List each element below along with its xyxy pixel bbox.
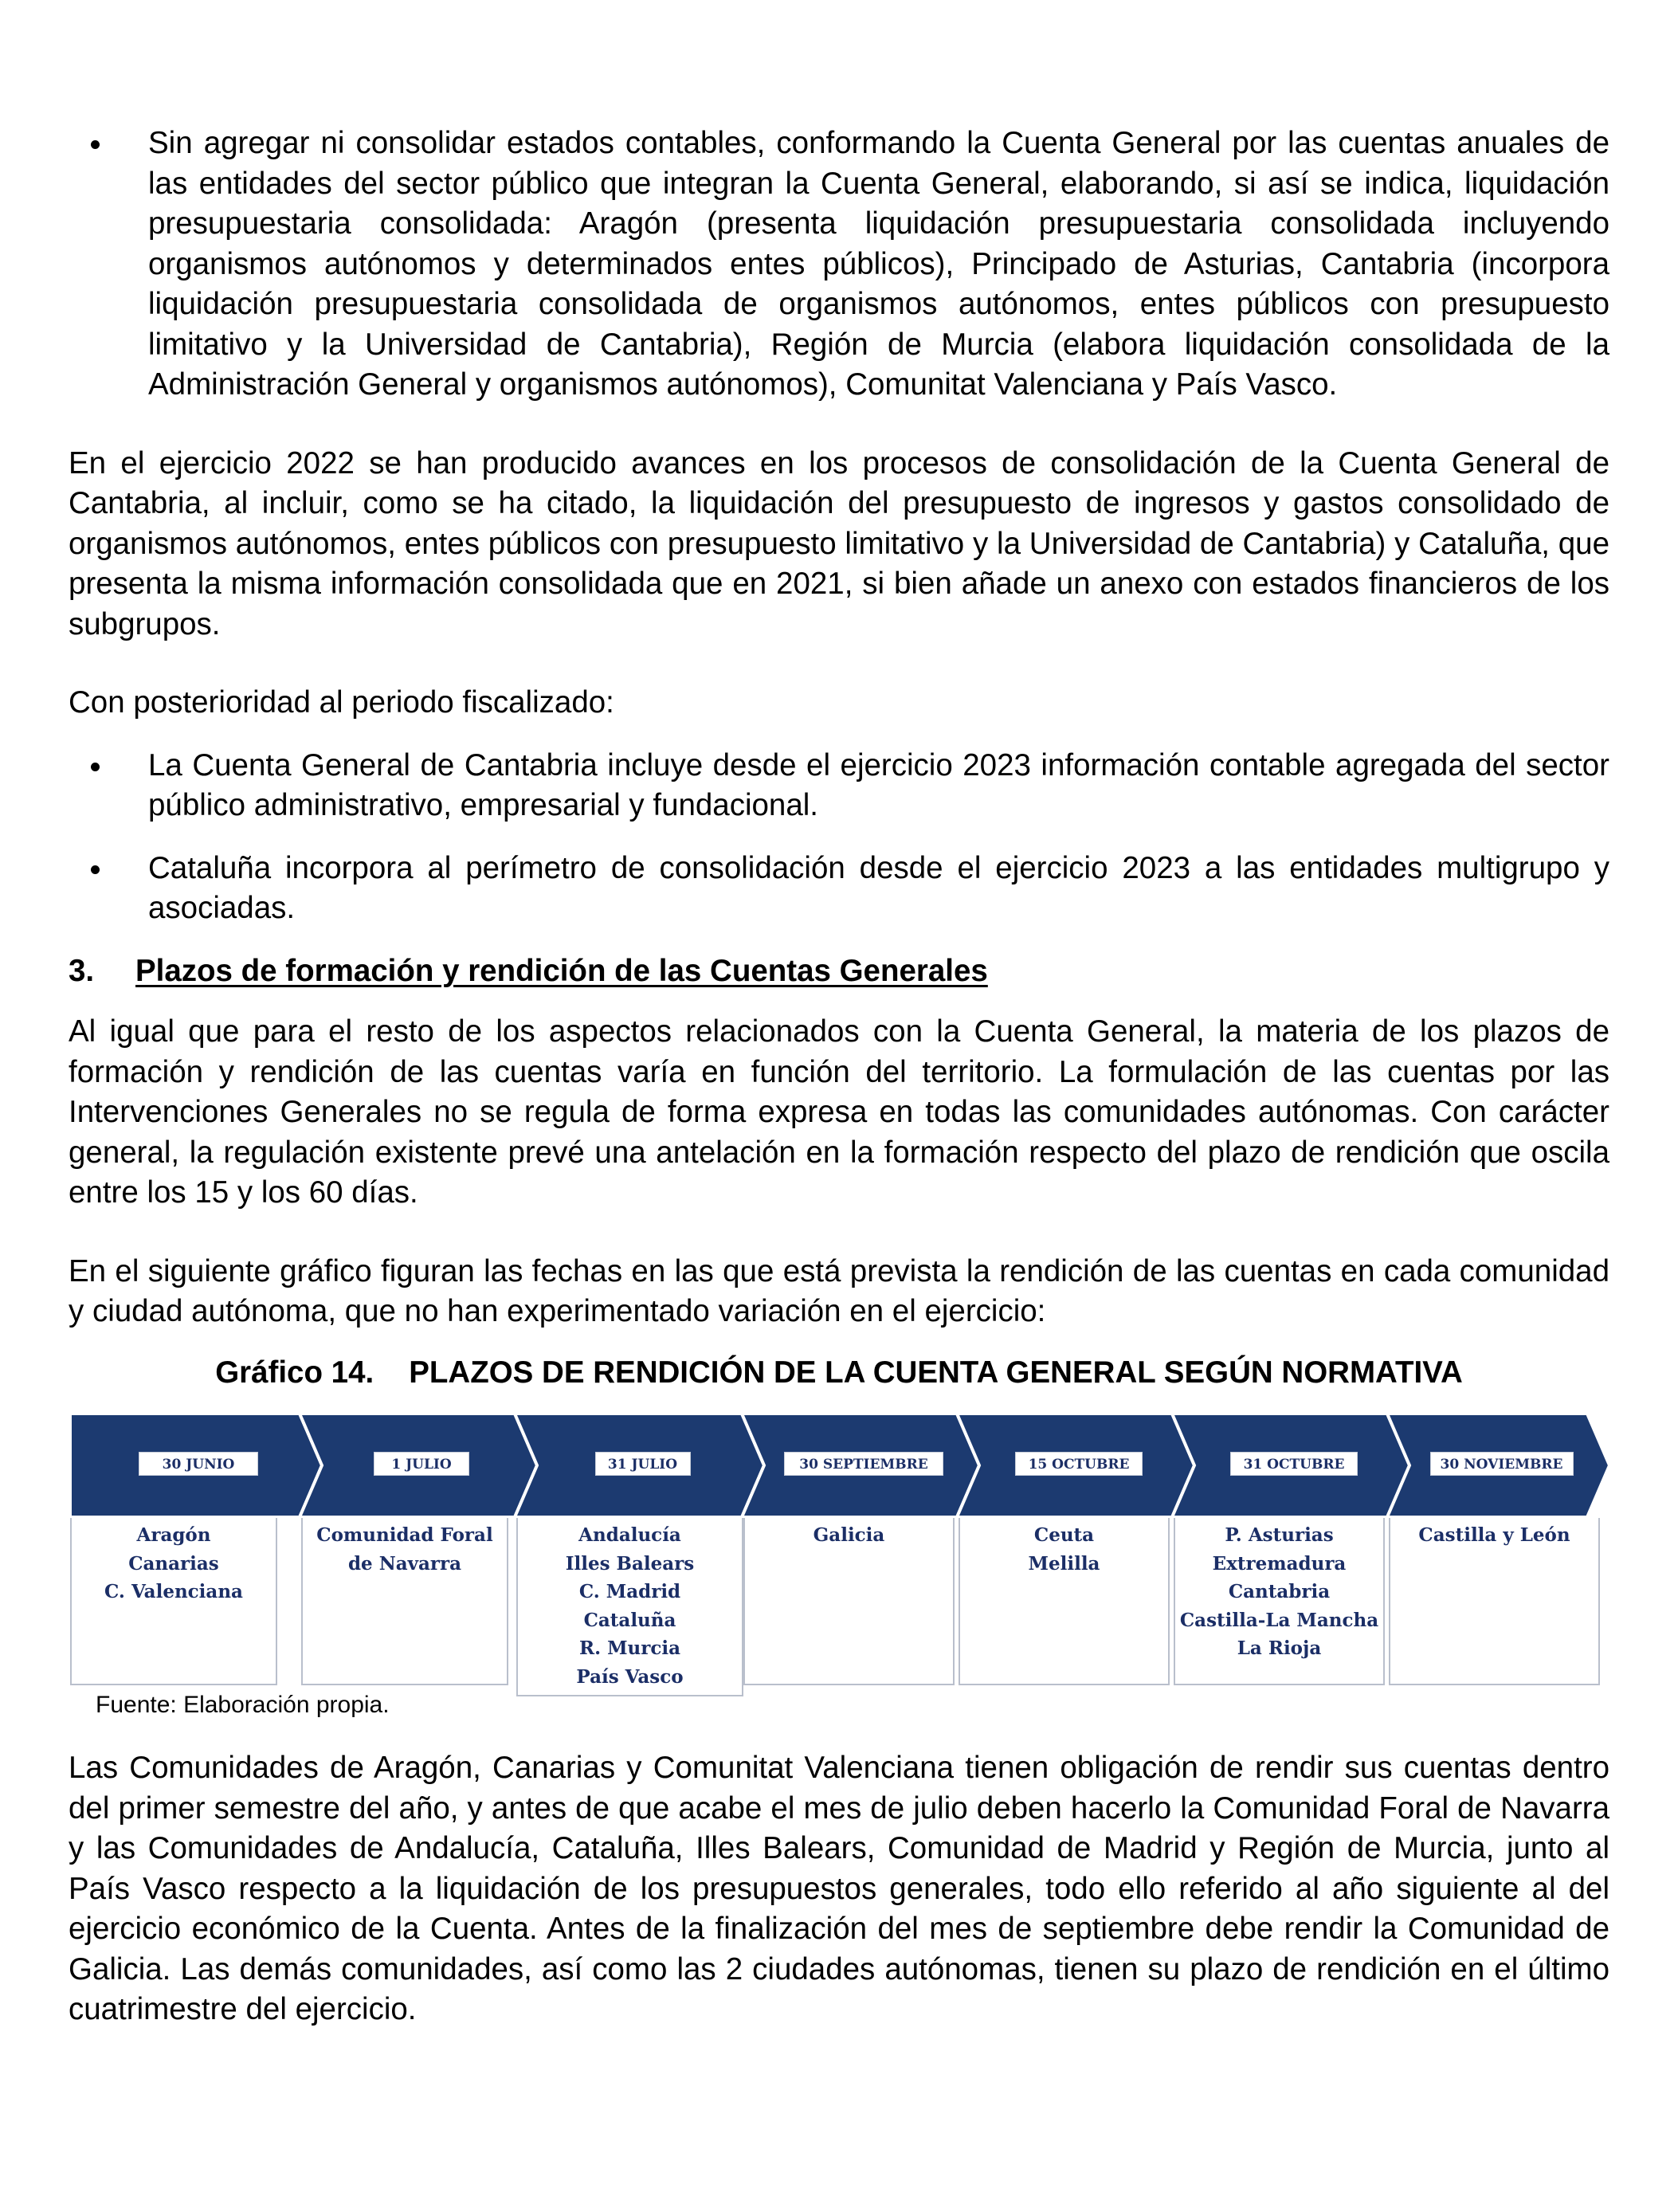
timeline-entity: Castilla-La Mancha [1179, 1609, 1379, 1631]
timeline-column [959, 1518, 1170, 1685]
timeline-column [1174, 1518, 1385, 1685]
bullet-icon [91, 763, 100, 771]
timeline-entity: Cataluña [583, 1609, 676, 1631]
timeline-date-label: 1 JULIO [374, 1452, 469, 1476]
timeline-date-label: 15 OCTUBRE [1015, 1452, 1143, 1476]
paragraph: Con posterioridad al periodo fiscalizado: [69, 685, 614, 720]
chart-heading: PLAZOS DE RENDICIÓN DE LA CUENTA GENERAL SEGÚN NORMATIVA [409, 1355, 1463, 1390]
bullet-text: La Cuenta General de Cantabria incluye desde el ejercicio 2023 información contable agregada del sector público administrativo, empresarial y fundacional. [148, 747, 1609, 822]
paragraph: Al igual que para el resto de los aspectos relacionados con la Cuenta General, la materia de los plazos de formación y rendición de las cuentas varía en función del territorio. La formulación de las cuentas por las Intervenciones Generales no se regula de forma expresa en todas las comunidades autónomas. Con carácter general, la regulación existente prevé una antelación en la formación respecto del plazo de rendición que oscila entre los 15 y los 60 días. [69, 1014, 1609, 1210]
paragraph: En el ejercicio 2022 se han producido avances en los procesos de consolidación de la Cuenta General de Cantabria, al incluir, como se ha citado, la liquidación del presupuesto de ingresos y gastos consolidado de organismos autónomos, entes públicos con presupuesto limitativo y la Universidad de Cantabria) y Cataluña, que presenta la misma información consolidada que en 2021, si bien añade un anexo con estados financieros de los subgrupos. [69, 445, 1609, 641]
timeline-entity: Andalucía [578, 1524, 681, 1546]
timeline-date-label: 30 NOVIEMBRE [1430, 1452, 1574, 1476]
bullet-icon [91, 865, 100, 874]
timeline-column [70, 1518, 277, 1685]
bullet-icon [91, 140, 100, 149]
timeline-entity: Galicia [813, 1524, 885, 1546]
bullet-item [69, 124, 1609, 406]
timeline-entity: La Rioja [1237, 1637, 1322, 1659]
bullet-item [69, 849, 1609, 929]
timeline-date-label: 30 SEPTIEMBRE [784, 1452, 943, 1476]
section-title: Plazos de formación y rendición de las Cuentas Generales [135, 953, 988, 988]
timeline-column [516, 1518, 743, 1696]
bullet-text: Sin agregar ni consolidar estados contables, conformando la Cuenta General por las cuentas anuales de las entidades del sector público que integran la Cuenta General, elaborando, si así se indica, liquidación presupuestaria consolidada: Aragón (presenta liquidación presupuestaria consolidada incluyendo organismos autónomos y determinados entes públicos), Principado de Asturias, Cantabria (incorpora liquidación presupuestaria consolidada de organismos autónomos, entes públicos con presupuesto limitativo y la Universidad de Cantabria), Región de Murcia (elabora liquidación consolidada de la Administración General y organismos autónomos), Comunitat Valenciana y País Vasco. [148, 126, 1609, 402]
timeline-entity: Extremadura [1212, 1552, 1347, 1575]
section-number: 3. [69, 953, 95, 988]
bullet-text: Cataluña incorpora al perímetro de consolidación desde el ejercicio 2023 a las entidades multigrupo y asociadas. [148, 850, 1609, 925]
timeline-entity: de Navarra [347, 1552, 462, 1575]
timeline-entity: Illes Balears [565, 1552, 695, 1575]
timeline-entity: Canarias [128, 1552, 219, 1575]
timeline-date-label: 31 JULIO [595, 1452, 691, 1476]
chart-label: Gráfico 14. [215, 1355, 374, 1390]
timeline-column [301, 1518, 508, 1685]
timeline-date-label: 30 JUNIO [139, 1452, 258, 1476]
bullet-item [69, 746, 1609, 826]
timeline-column [743, 1518, 955, 1685]
paragraph: En el siguiente gráfico figuran las fechas en las que está prevista la rendición de las cuentas en cada comunidad y ciudad autónoma, que no han experimentado variación en el ejercicio: [69, 1253, 1609, 1328]
timeline-entity: C. Valenciana [104, 1581, 243, 1602]
timeline-entity: Ceuta [1033, 1524, 1095, 1546]
timeline-entity: Melilla [1028, 1552, 1100, 1575]
timeline-entity: Cantabria [1228, 1581, 1331, 1602]
timeline-entity: País Vasco [576, 1665, 684, 1688]
timeline-entity: C. Madrid [578, 1581, 681, 1602]
chart-source: Fuente: Elaboración propia. [96, 1692, 390, 1718]
timeline-date-label: 31 OCTUBRE [1230, 1452, 1358, 1476]
timeline-entity: R. Murcia [578, 1637, 681, 1659]
timeline-entity: Aragón [136, 1524, 211, 1546]
document-page [69, 124, 1609, 2030]
timeline-chart [69, 1407, 1609, 1700]
section-heading [69, 951, 1609, 992]
timeline-entity: Castilla y León [1418, 1524, 1570, 1546]
chart-title [69, 1353, 1609, 1394]
timeline-column [1389, 1518, 1600, 1685]
timeline-entity: P. Asturias [1225, 1524, 1334, 1546]
timeline-entity: Comunidad Foral [316, 1524, 493, 1546]
paragraph: Las Comunidades de Aragón, Canarias y Comunitat Valenciana tienen obligación de rendir sus cuentas dentro del primer semestre del año, y antes de que acabe el mes de julio deben hacerlo la Comunidad Foral de Navarra y las Comunidades de Andalucía, Cataluña, Illes Balears, Comunidad de Madrid y Región de Murcia, junto al País Vasco respecto a la liquidación de los presupuestos generales, todo ello referido al año siguiente al del ejercicio económico de la Cuenta. Antes de la finalización del mes de septiembre debe rendir la Comunidad de Galicia. Las demás comunidades, así como las 2 ciudades autónomas, tienen su plazo de rendición en el último cuatrimestre del ejercicio. [69, 1751, 1609, 2026]
